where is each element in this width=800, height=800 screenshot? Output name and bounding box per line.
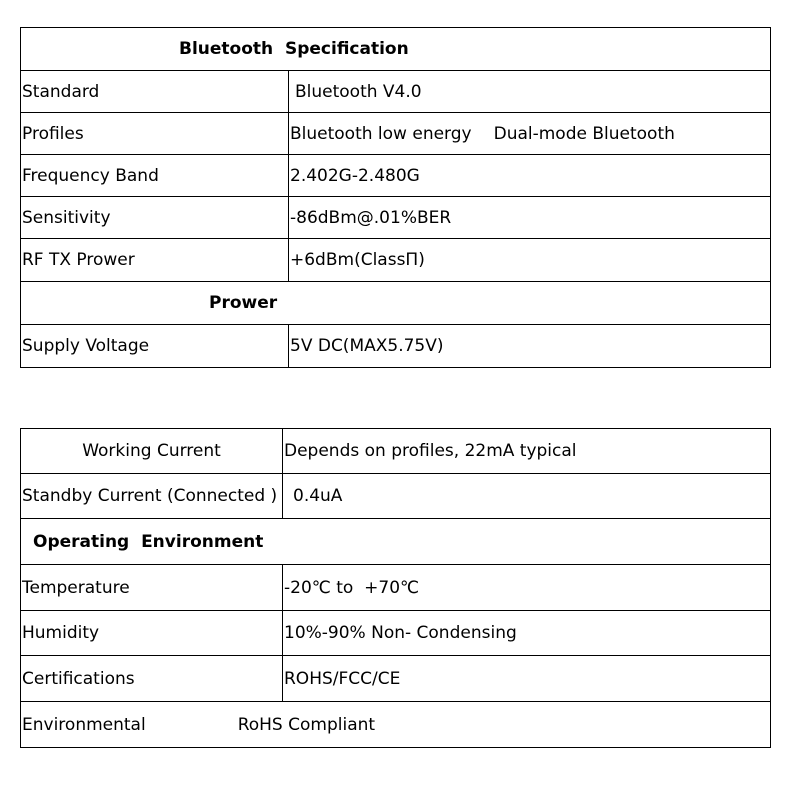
humidity-value: 10%-90% Non- Condensing [283,611,771,656]
power-section-header: Prower [21,282,771,325]
working-current-value: Depends on profiles, 22mA typical [283,429,771,474]
table-row [21,474,771,519]
frequency-band-label: Frequency Band [21,155,289,197]
standby-current-label: Standby Current (Connected ) [21,474,283,519]
profiles-value-part2: Dual-mode Bluetooth [493,123,675,144]
table-row [21,28,771,71]
profiles-label: Profiles [21,113,289,155]
table-row [21,197,771,239]
standard-label: Standard [21,71,289,113]
environmental-label: Environmental [22,714,146,735]
sensitivity-label: Sensitivity [21,197,289,239]
supply-voltage-label: Supply Voltage [21,325,289,368]
table-row [21,656,771,702]
title-part2: Specification [284,39,409,59]
table-row [21,702,771,748]
humidity-label: Humidity [21,611,283,656]
table-row [21,155,771,197]
profiles-value-part1: Bluetooth low energy [290,123,472,144]
rf-tx-power-label: RF TX Prower [21,239,289,282]
table-row [21,325,771,368]
frequency-band-value: 2.402G-2.480G [289,155,771,197]
bluetooth-spec-table [20,27,771,368]
table-row [21,282,771,325]
table-row [21,113,771,155]
temperature-label: Temperature [21,565,283,611]
environment-spec-table [20,428,771,748]
rf-tx-power-value: +6dBm(ClassП) [289,239,771,282]
certifications-value: ROHS/FCC/CE [283,656,771,702]
operating-environment-header: Operating Environment [21,519,771,565]
table-row [21,429,771,474]
temperature-value: -20℃ to +70℃ [283,565,771,611]
standby-current-value: 0.4uA [283,474,771,519]
sensitivity-value: -86dBm@.01%BER [289,197,771,239]
title-part1: Bluetooth [179,39,274,59]
table-row [21,611,771,656]
standard-value: Bluetooth V4.0 [289,71,771,113]
working-current-label: Working Current [21,429,283,474]
certifications-label: Certifications [21,656,283,702]
supply-voltage-value: 5V DC(MAX5.75V) [289,325,771,368]
bluetooth-spec-title [21,28,771,71]
profiles-value [289,113,771,155]
environmental-value: RoHS Compliant [237,714,376,735]
table-row [21,565,771,611]
table-row [21,71,771,113]
table-row [21,239,771,282]
table-row [21,519,771,565]
environmental-row [21,702,771,748]
